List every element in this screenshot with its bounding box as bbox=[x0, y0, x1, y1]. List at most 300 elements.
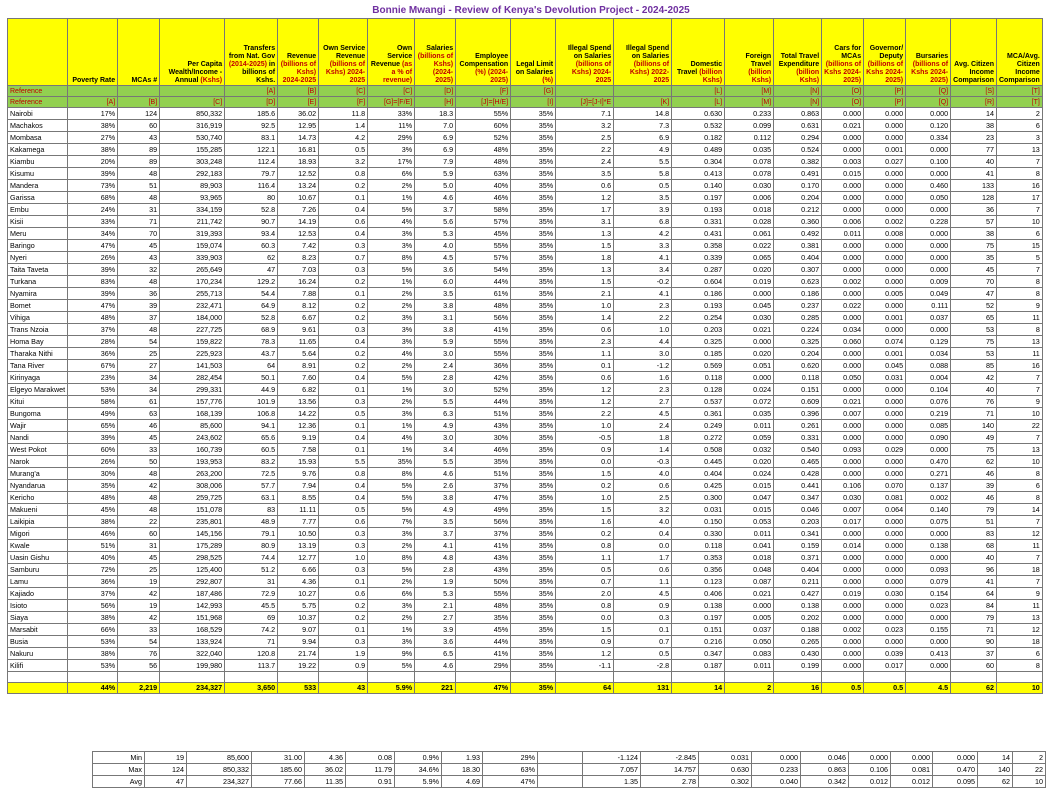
table-cell: 0.6 bbox=[319, 216, 368, 228]
table-cell: 3.4 bbox=[614, 264, 672, 276]
table-cell: 0.020 bbox=[725, 348, 774, 360]
reference-cell: [O] bbox=[822, 97, 864, 108]
table-cell: 0.000 bbox=[906, 168, 951, 180]
table-cell: 145,156 bbox=[160, 528, 225, 540]
table-cell: 38% bbox=[68, 516, 118, 528]
table-cell: 0.6 bbox=[556, 324, 614, 336]
table-cell: 16 bbox=[996, 180, 1042, 192]
table-cell: 3% bbox=[368, 324, 415, 336]
table-cell: 70 bbox=[951, 276, 997, 288]
table-cell: 2.1 bbox=[415, 600, 456, 612]
table-cell: 50.1 bbox=[225, 372, 278, 384]
table-cell: 35% bbox=[511, 384, 556, 396]
table-cell: 2.7 bbox=[415, 612, 456, 624]
table-cell: 0.064 bbox=[864, 504, 906, 516]
total-cell: 43 bbox=[319, 683, 368, 694]
stats-cell: 77.66 bbox=[252, 776, 305, 788]
header-unit: (%) bbox=[542, 77, 554, 84]
reference-cell: Reference bbox=[8, 97, 68, 108]
table-cell: 0.020 bbox=[725, 264, 774, 276]
column-header bbox=[774, 19, 822, 86]
stats-cell: 0.000 bbox=[752, 752, 801, 764]
table-cell: 6.8 bbox=[614, 216, 672, 228]
table-cell: 0.000 bbox=[864, 516, 906, 528]
table-cell: 5% bbox=[368, 480, 415, 492]
table-cell: 2.5 bbox=[556, 132, 614, 144]
table-cell: 5.3 bbox=[415, 588, 456, 600]
table-cell: 339,903 bbox=[160, 252, 225, 264]
table-cell: 0.015 bbox=[725, 480, 774, 492]
table-cell: 3% bbox=[368, 240, 415, 252]
table-cell: 6 bbox=[996, 648, 1042, 660]
table-cell: 0.285 bbox=[774, 312, 822, 324]
table-cell: 34 bbox=[118, 384, 160, 396]
table-cell: 45.5 bbox=[225, 600, 278, 612]
county-name: Kilifi bbox=[8, 660, 68, 672]
table-cell: 35% bbox=[511, 480, 556, 492]
table-cell: 0.000 bbox=[864, 540, 906, 552]
table-cell: 0.347 bbox=[774, 492, 822, 504]
table-cell: 7.77 bbox=[278, 516, 319, 528]
table-cell: 75 bbox=[951, 240, 997, 252]
table-row bbox=[8, 552, 1043, 564]
table-cell: 0.2 bbox=[556, 480, 614, 492]
table-cell: 7 bbox=[996, 432, 1042, 444]
table-cell: 1.3 bbox=[556, 228, 614, 240]
table-cell: 0.356 bbox=[672, 564, 725, 576]
table-row bbox=[8, 564, 1043, 576]
table-cell: 0.8 bbox=[556, 600, 614, 612]
table-cell: 0.492 bbox=[774, 228, 822, 240]
table-cell: 41% bbox=[456, 324, 511, 336]
table-cell: 0.2 bbox=[319, 348, 368, 360]
table-cell: 0.100 bbox=[906, 156, 951, 168]
county-name: Tharaka Nithi bbox=[8, 348, 68, 360]
table-cell: 155,285 bbox=[160, 144, 225, 156]
table-cell: 31 bbox=[118, 204, 160, 216]
table-cell: 66% bbox=[68, 624, 118, 636]
table-cell: 6.3 bbox=[415, 408, 456, 420]
table-cell: 36 bbox=[118, 288, 160, 300]
table-cell: 15.93 bbox=[278, 456, 319, 468]
table-cell: 83 bbox=[951, 528, 997, 540]
stats-cell: 0.031 bbox=[699, 752, 752, 764]
table-cell: 0.325 bbox=[672, 336, 725, 348]
county-name: Mandera bbox=[8, 180, 68, 192]
reference-cell: [E] bbox=[278, 97, 319, 108]
table-cell: 14.19 bbox=[278, 216, 319, 228]
table-cell: 0.050 bbox=[725, 636, 774, 648]
table-cell: 35% bbox=[456, 612, 511, 624]
table-cell: 0.050 bbox=[906, 192, 951, 204]
table-cell: 7.3 bbox=[614, 120, 672, 132]
table-cell: 5% bbox=[368, 504, 415, 516]
table-cell: 0.005 bbox=[864, 288, 906, 300]
table-cell: 12.52 bbox=[278, 168, 319, 180]
table-cell: 9% bbox=[368, 648, 415, 660]
table-cell: 0.061 bbox=[725, 228, 774, 240]
table-cell: 0.185 bbox=[672, 348, 725, 360]
table-cell: 0.076 bbox=[906, 396, 951, 408]
header-unit: (billion Kshs) bbox=[796, 69, 820, 84]
table-cell: 0.3 bbox=[319, 528, 368, 540]
table-cell: 39% bbox=[68, 288, 118, 300]
table-cell: 0.151 bbox=[672, 624, 725, 636]
table-cell: 3.9 bbox=[614, 204, 672, 216]
table-cell: 4.0 bbox=[415, 240, 456, 252]
table-cell: 0.000 bbox=[864, 408, 906, 420]
total-cell: 131 bbox=[614, 683, 672, 694]
table-cell: 0.020 bbox=[725, 456, 774, 468]
table-cell: 35% bbox=[511, 192, 556, 204]
table-cell: 0.000 bbox=[864, 180, 906, 192]
table-cell: 0.037 bbox=[906, 312, 951, 324]
table-cell: 42 bbox=[951, 372, 997, 384]
table-cell: 0.7 bbox=[614, 636, 672, 648]
table-cell: 0.000 bbox=[822, 288, 864, 300]
county-name: Kwale bbox=[8, 540, 68, 552]
table-cell: 48 bbox=[118, 192, 160, 204]
table-cell: 9 bbox=[996, 396, 1042, 408]
table-cell: 0.211 bbox=[774, 576, 822, 588]
table-cell: 48.9 bbox=[225, 516, 278, 528]
stats-cell: 1.93 bbox=[442, 752, 483, 764]
table-cell: 1.0 bbox=[556, 300, 614, 312]
reference-cell: [P] bbox=[864, 86, 906, 97]
table-cell: 0.011 bbox=[725, 528, 774, 540]
table-cell: 42% bbox=[456, 372, 511, 384]
table-cell: 35% bbox=[511, 432, 556, 444]
table-cell: 3.8 bbox=[415, 324, 456, 336]
table-cell: 46 bbox=[118, 420, 160, 432]
table-cell: 0.093 bbox=[906, 564, 951, 576]
table-cell: 12 bbox=[996, 624, 1042, 636]
table-cell: 29% bbox=[456, 660, 511, 672]
table-cell: 0.000 bbox=[864, 636, 906, 648]
table-cell: 16.24 bbox=[278, 276, 319, 288]
table-cell: 56% bbox=[456, 312, 511, 324]
table-cell: 151,968 bbox=[160, 612, 225, 624]
table-cell: 1.4 bbox=[319, 120, 368, 132]
table-cell: 12.53 bbox=[278, 228, 319, 240]
table-cell: 1.5 bbox=[556, 276, 614, 288]
table-cell: 10 bbox=[996, 408, 1042, 420]
reference-cell: [C] bbox=[160, 97, 225, 108]
table-cell: 243,602 bbox=[160, 432, 225, 444]
column-header bbox=[415, 19, 456, 86]
table-cell: 4.6 bbox=[415, 660, 456, 672]
table-cell: 0.000 bbox=[864, 564, 906, 576]
table-cell: 5.64 bbox=[278, 348, 319, 360]
table-cell: 184,000 bbox=[160, 312, 225, 324]
table-cell: 122.1 bbox=[225, 144, 278, 156]
table-cell: 50% bbox=[456, 576, 511, 588]
table-cell: 0.000 bbox=[822, 348, 864, 360]
table-cell: 3.2 bbox=[319, 156, 368, 168]
county-name: Kiambu bbox=[8, 156, 68, 168]
table-cell: 6.9 bbox=[415, 144, 456, 156]
table-cell: 47 bbox=[225, 264, 278, 276]
table-cell: 0.1 bbox=[319, 192, 368, 204]
table-cell: 0.216 bbox=[672, 636, 725, 648]
table-cell: -2.8 bbox=[614, 660, 672, 672]
header-unit: (as a % of revenue) bbox=[382, 61, 413, 84]
table-cell: 3.8 bbox=[415, 492, 456, 504]
table-cell: 0.000 bbox=[822, 384, 864, 396]
table-cell: -1.1 bbox=[556, 660, 614, 672]
table-cell: 48% bbox=[456, 144, 511, 156]
table-cell: 0.7 bbox=[556, 576, 614, 588]
table-cell: 0.123 bbox=[672, 576, 725, 588]
table-cell: 0.000 bbox=[906, 528, 951, 540]
reference-cell: [A] bbox=[68, 97, 118, 108]
table-row bbox=[8, 228, 1043, 240]
table-cell: 35% bbox=[511, 420, 556, 432]
table-cell: 60% bbox=[456, 120, 511, 132]
table-cell: 0.0 bbox=[556, 612, 614, 624]
table-cell: 0.460 bbox=[906, 180, 951, 192]
table-cell: 0.000 bbox=[864, 204, 906, 216]
table-cell: 35% bbox=[511, 120, 556, 132]
table-cell: 8 bbox=[996, 288, 1042, 300]
table-cell: 51 bbox=[118, 180, 160, 192]
table-cell: 27 bbox=[118, 360, 160, 372]
table-cell: 57 bbox=[951, 216, 997, 228]
header-unit: (billions of Kshs) 2024-2025 bbox=[280, 61, 317, 84]
table-cell: 0.000 bbox=[906, 660, 951, 672]
table-cell: 14 bbox=[951, 108, 997, 120]
table-cell: 0.3 bbox=[614, 612, 672, 624]
table-cell: 94.1 bbox=[225, 420, 278, 432]
table-cell: 1.0 bbox=[614, 324, 672, 336]
reference-cell: [G] bbox=[511, 86, 556, 97]
table-cell: 27% bbox=[68, 132, 118, 144]
total-cell: 10 bbox=[996, 683, 1042, 694]
table-cell: 35% bbox=[511, 600, 556, 612]
table-cell: 55% bbox=[456, 240, 511, 252]
table-cell: 2.3 bbox=[614, 300, 672, 312]
table-cell: 3.4 bbox=[415, 444, 456, 456]
table-cell: 0.000 bbox=[822, 240, 864, 252]
table-cell: 1.9 bbox=[319, 648, 368, 660]
table-cell: 38% bbox=[68, 120, 118, 132]
table-cell: 0.404 bbox=[672, 468, 725, 480]
table-cell: 0.023 bbox=[864, 624, 906, 636]
table-cell: 39% bbox=[68, 432, 118, 444]
table-cell: 0.186 bbox=[774, 288, 822, 300]
table-cell: 282,454 bbox=[160, 372, 225, 384]
table-cell: 7.26 bbox=[278, 204, 319, 216]
table-cell: 41% bbox=[456, 540, 511, 552]
table-cell: 5.75 bbox=[278, 600, 319, 612]
table-cell: 6 bbox=[996, 480, 1042, 492]
table-cell: 263,200 bbox=[160, 468, 225, 480]
total-cell: 533 bbox=[278, 683, 319, 694]
empty-cell bbox=[68, 672, 118, 683]
header-text: Domestic Travel bbox=[677, 61, 723, 76]
table-cell: 0.9 bbox=[614, 600, 672, 612]
table-cell: 0.079 bbox=[906, 576, 951, 588]
column-header bbox=[319, 19, 368, 86]
table-cell: 35% bbox=[511, 444, 556, 456]
table-cell: 60 bbox=[118, 120, 160, 132]
table-cell: 35% bbox=[511, 180, 556, 192]
stats-cell: 62 bbox=[978, 776, 1013, 788]
header-unit: (billions of Kshs) 2022-2025 bbox=[629, 61, 670, 84]
table-cell: 3.1 bbox=[415, 312, 456, 324]
table-cell: 0.6 bbox=[319, 516, 368, 528]
county-name: Kirinyaga bbox=[8, 372, 68, 384]
stats-cell: 0.095 bbox=[933, 776, 978, 788]
table-cell: 44% bbox=[456, 636, 511, 648]
table-cell: -1.2 bbox=[614, 360, 672, 372]
table-cell: 211,742 bbox=[160, 216, 225, 228]
table-cell: 0.540 bbox=[774, 444, 822, 456]
table-cell: 0.021 bbox=[725, 588, 774, 600]
table-cell: 50 bbox=[118, 456, 160, 468]
table-cell: 8 bbox=[996, 468, 1042, 480]
table-cell: 7.1 bbox=[556, 108, 614, 120]
table-cell: 34% bbox=[68, 228, 118, 240]
table-cell: 0.304 bbox=[672, 156, 725, 168]
table-cell: 55% bbox=[456, 348, 511, 360]
table-cell: 0.070 bbox=[864, 480, 906, 492]
table-cell: 45% bbox=[456, 228, 511, 240]
table-cell: 30% bbox=[68, 468, 118, 480]
table-cell: 3.6 bbox=[415, 264, 456, 276]
total-cell: 2,219 bbox=[118, 683, 160, 694]
table-cell: 0.000 bbox=[864, 468, 906, 480]
table-cell: 40 bbox=[951, 156, 997, 168]
table-cell: 47 bbox=[951, 288, 997, 300]
table-cell: 0.000 bbox=[864, 108, 906, 120]
table-cell: 0.000 bbox=[906, 240, 951, 252]
table-cell: 1.8 bbox=[556, 252, 614, 264]
table-cell: 96 bbox=[951, 564, 997, 576]
table-cell: 0.111 bbox=[906, 300, 951, 312]
total-cell: 16 bbox=[774, 683, 822, 694]
table-cell: 140 bbox=[951, 420, 997, 432]
header-text-suffix: in billions of Kshs. bbox=[242, 61, 276, 84]
table-cell: 6 bbox=[996, 120, 1042, 132]
reference-cell: [F] bbox=[319, 97, 368, 108]
table-cell: 0.187 bbox=[672, 660, 725, 672]
empty-cell bbox=[774, 672, 822, 683]
table-cell: 0.000 bbox=[822, 420, 864, 432]
table-cell: 3.0 bbox=[614, 348, 672, 360]
table-cell: 0.024 bbox=[725, 468, 774, 480]
table-cell: 73% bbox=[68, 180, 118, 192]
table-row bbox=[8, 312, 1043, 324]
table-cell: 39% bbox=[68, 264, 118, 276]
table-row bbox=[8, 600, 1043, 612]
table-cell: 4% bbox=[368, 216, 415, 228]
table-cell: 0.3 bbox=[319, 540, 368, 552]
table-cell: 8 bbox=[996, 492, 1042, 504]
table-cell: 71 bbox=[225, 636, 278, 648]
column-header bbox=[8, 19, 68, 86]
table-cell: 0.090 bbox=[906, 432, 951, 444]
table-cell: 112.4 bbox=[225, 156, 278, 168]
table-cell: 7 bbox=[996, 384, 1042, 396]
table-cell: 34 bbox=[118, 372, 160, 384]
table-cell: 74.4 bbox=[225, 552, 278, 564]
table-cell: 0.060 bbox=[822, 336, 864, 348]
table-cell: 322,040 bbox=[160, 648, 225, 660]
table-cell: 0.5 bbox=[614, 648, 672, 660]
table-cell: 0.046 bbox=[774, 504, 822, 516]
table-cell: 13 bbox=[996, 612, 1042, 624]
table-cell: 14 bbox=[996, 504, 1042, 516]
table-cell: 0.1 bbox=[319, 420, 368, 432]
stats-cell: 5.9% bbox=[395, 776, 442, 788]
table-cell: 75 bbox=[951, 444, 997, 456]
table-cell: 0.018 bbox=[725, 552, 774, 564]
table-cell: 5.5 bbox=[319, 456, 368, 468]
table-cell: 0.022 bbox=[725, 240, 774, 252]
empty-cell bbox=[368, 672, 415, 683]
table-cell: 80.9 bbox=[225, 540, 278, 552]
table-cell: 0.6 bbox=[556, 372, 614, 384]
total-cell: 64 bbox=[556, 683, 614, 694]
table-cell: 0.050 bbox=[822, 372, 864, 384]
table-cell: 0.3 bbox=[319, 240, 368, 252]
table-cell: 5% bbox=[368, 660, 415, 672]
table-cell: 0.347 bbox=[672, 648, 725, 660]
table-cell: 83% bbox=[68, 276, 118, 288]
table-cell: 2.4 bbox=[415, 360, 456, 372]
table-cell: 39 bbox=[118, 300, 160, 312]
table-cell: 2% bbox=[368, 540, 415, 552]
table-cell: 0.2 bbox=[319, 360, 368, 372]
stats-cell: 124 bbox=[145, 764, 187, 776]
table-cell: 9.76 bbox=[278, 468, 319, 480]
table-cell: 19 bbox=[118, 600, 160, 612]
table-cell: 37 bbox=[951, 648, 997, 660]
table-cell: 56 bbox=[118, 660, 160, 672]
table-cell: 48% bbox=[68, 312, 118, 324]
stats-cell: 11.35 bbox=[305, 776, 346, 788]
table-cell: 15 bbox=[996, 240, 1042, 252]
total-cell: 3,650 bbox=[225, 683, 278, 694]
table-cell: 0.001 bbox=[864, 144, 906, 156]
table-cell: 0.155 bbox=[906, 624, 951, 636]
empty-cell bbox=[672, 672, 725, 683]
table-cell: 7.60 bbox=[278, 372, 319, 384]
total-cell: 62 bbox=[951, 683, 997, 694]
table-cell: 0.118 bbox=[774, 372, 822, 384]
table-cell: 4.0 bbox=[614, 468, 672, 480]
table-cell: 0.406 bbox=[672, 588, 725, 600]
table-cell: 0.325 bbox=[774, 336, 822, 348]
table-cell: 48% bbox=[456, 156, 511, 168]
table-cell: 12 bbox=[996, 528, 1042, 540]
table-cell: 53% bbox=[68, 636, 118, 648]
table-cell: 64.9 bbox=[225, 300, 278, 312]
header-unit: (billions of Kshs) 2024-2025 bbox=[325, 61, 366, 84]
table-cell: 0.000 bbox=[906, 612, 951, 624]
table-cell: 33% bbox=[368, 108, 415, 120]
table-cell: 9.94 bbox=[278, 636, 319, 648]
table-cell: 4.5 bbox=[614, 408, 672, 420]
table-row bbox=[8, 192, 1043, 204]
table-cell: 0.3 bbox=[319, 564, 368, 576]
stats-cell: 0.9% bbox=[395, 752, 442, 764]
table-cell: 38 bbox=[951, 120, 997, 132]
table-row bbox=[8, 468, 1043, 480]
table-cell: 70 bbox=[118, 228, 160, 240]
table-cell: 10.37 bbox=[278, 612, 319, 624]
